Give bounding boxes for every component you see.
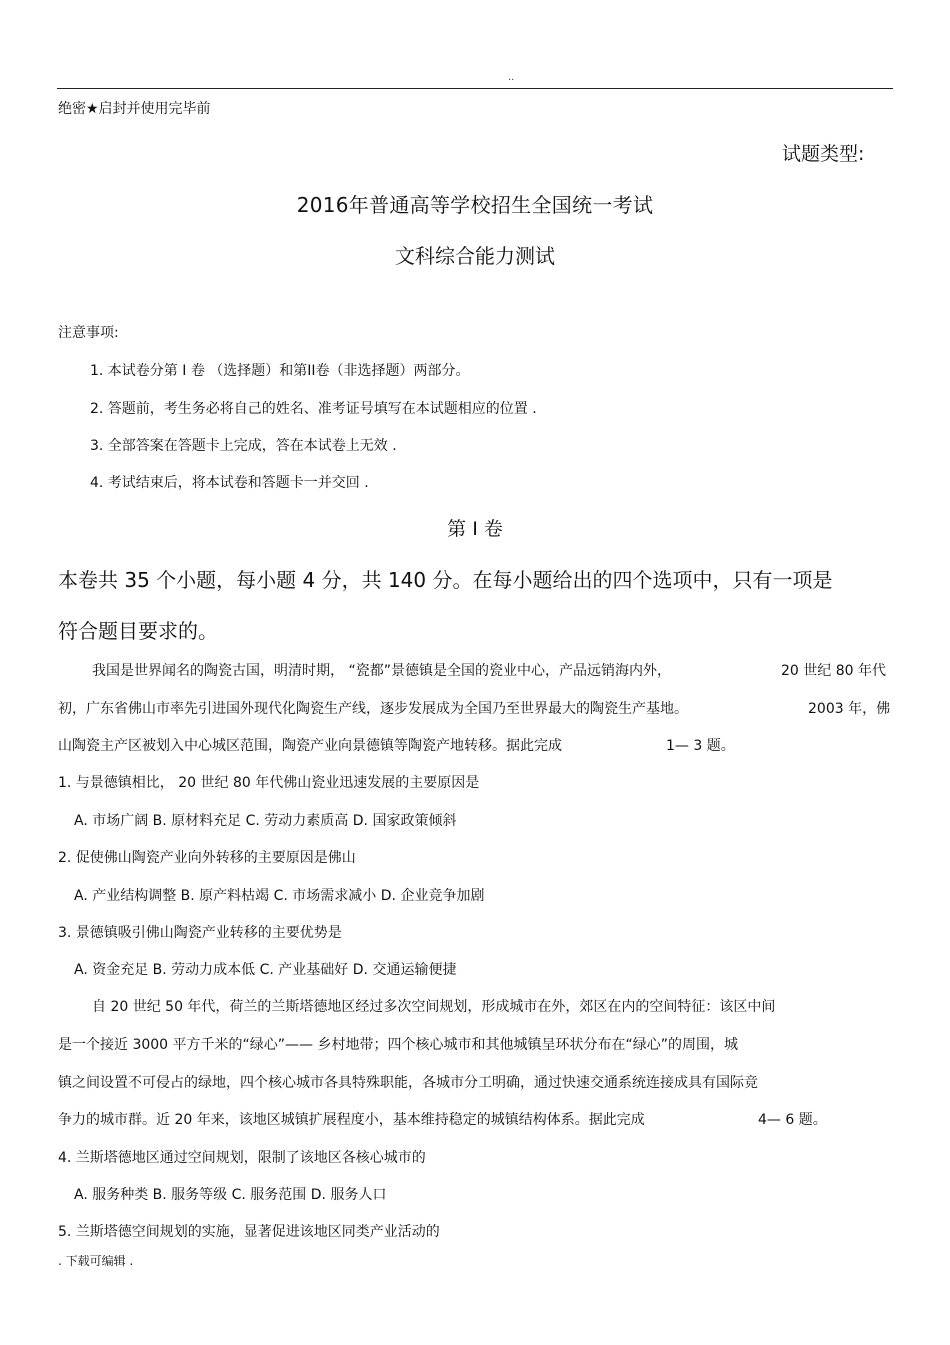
question-options: A. 产业结构调整 B. 原产料枯竭 C. 市场需求减小 D. 企业竞争加剧 [74,888,485,904]
question-options: A. 资金充足 B. 劳动力成本低 C. 产业基础好 D. 交通运输便捷 [74,962,457,978]
section-intro-line: 本卷共 35 个小题，每小题 4 分，共 140 分。在每小题给出的四个选项中，只有一项是 [58,568,833,592]
passage-line: 自 20 世纪 50 年代，荷兰的兰斯塔德地区经过多次空间规划，形成城市在外，郊区在内的空间特征：该区中间 [92,999,776,1015]
exam-title: 2016年普通高等学校招生全国统一考试 [296,193,654,217]
question-stem: 3. 景德镇吸引佛山陶瓷产业转移的主要优势是 [58,925,342,941]
passage-line: 山陶瓷主产区被划入中心城区范围，陶瓷产业向景德镇等陶瓷产地转移。据此完成 [58,738,562,754]
passage-line: 初，广东省佛山市率先引进国外现代化陶瓷生产线，逐步发展成为全国乃至世界最大的陶瓷生产基地。 [58,701,688,717]
passage-line-end: 4— 6 题。 [758,1112,827,1128]
notice-item: 4. 考试结束后，将本试卷和答题卡一并交回 . [90,475,369,491]
question-stem: 4. 兰斯塔德地区通过空间规划，限制了该地区各核心城市的 [58,1150,426,1166]
passage-line: 争力的城市群。近 20 年来，该地区城镇扩展程度小，基本维持稳定的城镇结构体系。据此完成 [58,1112,645,1128]
secret-label: 绝密★启封并使用完毕前 [58,101,211,117]
header-rule [57,88,893,89]
passage-line-end: 1— 3 题。 [666,738,735,754]
question-options: A. 服务种类 B. 服务等级 C. 服务范围 D. 服务人口 [74,1187,387,1203]
section-intro-line: 符合题目要求的。 [58,619,218,643]
passage-line: 是一个接近 3000 平方千米的“绿心”—— 乡村地带；四个核心城市和其他城镇呈环状分布在“绿心”的周围，城 [58,1037,738,1053]
passage-line: 我国是世界闻名的陶瓷古国，明清时期， “瓷都”景德镇是全国的瓷业中心，产品远销海内外， [92,663,671,679]
notice-item: 1. 本试卷分第 I 卷 （选择题）和第II卷（非选择题）两部分。 [90,363,470,379]
notice-heading: 注意事项: [58,325,119,341]
passage-line-end: 2003 年，佛 [808,701,891,717]
question-stem: 2. 促使佛山陶瓷产业向外转移的主要原因是佛山 [58,850,356,866]
section-title: 第 I 卷 [447,518,503,540]
footer-note: . 下载可编辑 . [58,1254,134,1268]
notice-item: 2. 答题前，考生务必将自己的姓名、准考证号填写在本试题相应的位置 . [90,401,537,417]
passage-line: 镇之间设置不可侵占的绿地，四个核心城市各具特殊职能，各城市分工明确，通过快速交通系统连接成具有国际竞 [58,1075,758,1091]
question-type-label: 试题类型: [782,143,865,165]
question-stem: 5. 兰斯塔德空间规划的实施，显著促进该地区同类产业活动的 [58,1224,440,1240]
question-stem: 1. 与景德镇相比， 20 世纪 80 年代佛山瓷业迅速发展的主要原因是 [58,775,480,791]
question-options: A. 市场广阔 B. 原材料充足 C. 劳动力素质高 D. 国家政策倾斜 [74,813,457,829]
exam-subtitle: 文科综合能力测试 [395,244,555,268]
header-dots: .. [508,72,515,83]
passage-line-end: 20 世纪 80 年代 [781,663,886,679]
notice-item: 3. 全部答案在答题卡上完成，答在本试卷上无效 . [90,438,397,454]
